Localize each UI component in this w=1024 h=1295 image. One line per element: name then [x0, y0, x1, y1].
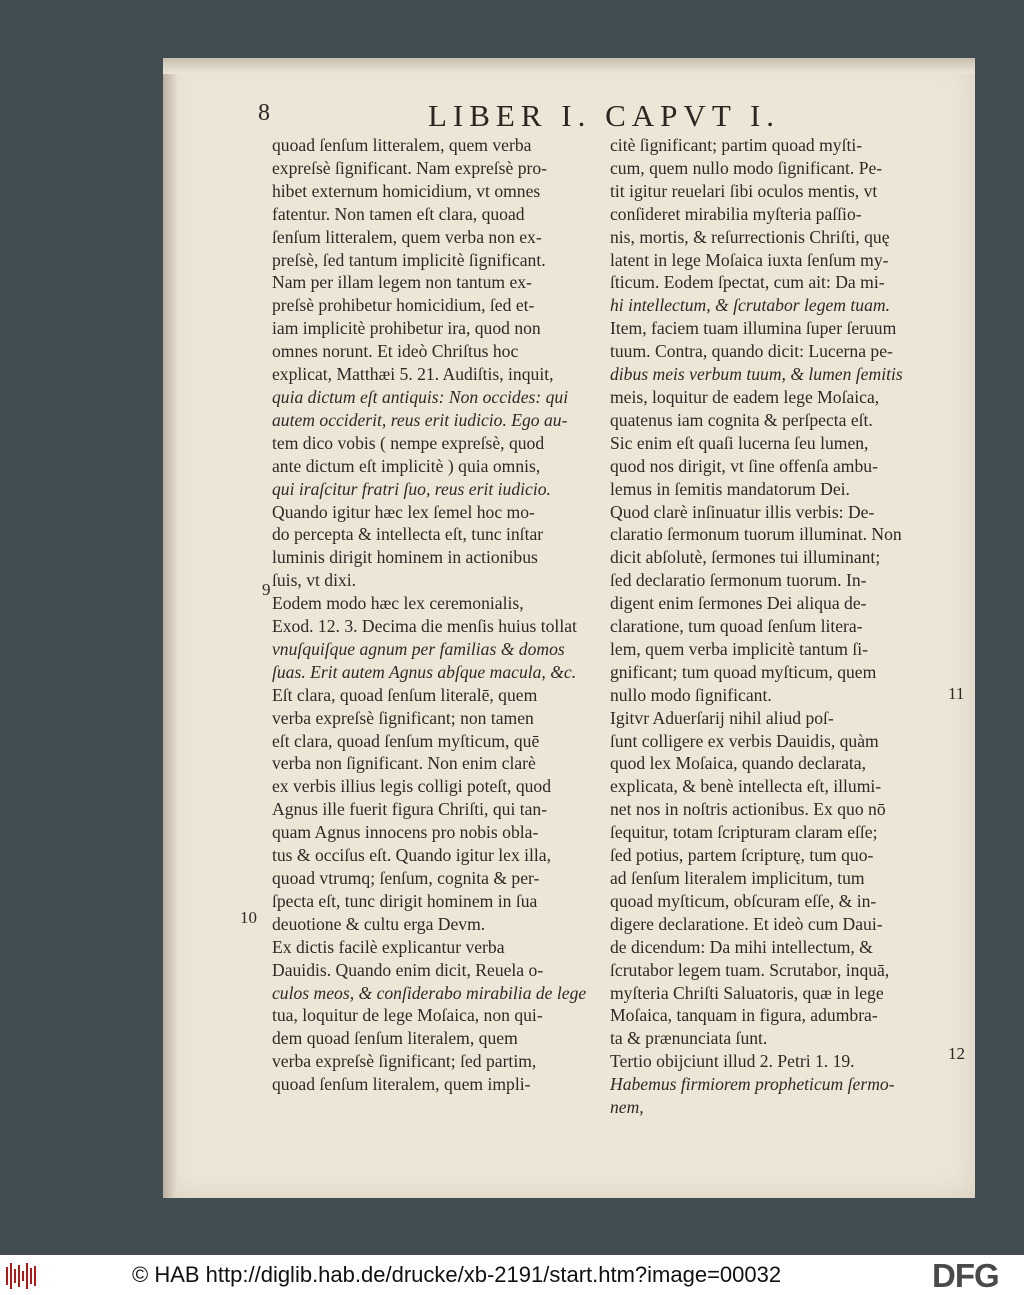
right-column-line: digent enim ſermones Dei aliqua de-	[610, 593, 867, 614]
right-column-line: Sic enim eſt quaſi lucerna ſeu lumen,	[610, 432, 869, 453]
right-column-line: Quod clarè inſinuatur illis verbis: De-	[610, 501, 875, 522]
right-column-line: myſteria Chriſti Saluatoris, quæ in lege	[610, 982, 884, 1003]
left-column-line: Ex dictis facilè explicantur verba	[272, 936, 505, 957]
left-column-line: iam implicitè prohibetur ira, quod non	[272, 318, 541, 339]
left-column-line: Exod. 12. 3. Decima die menſis huius tollat	[272, 616, 577, 637]
right-column-line: ſunt colligere ex verbis Dauidis, quàm	[610, 730, 879, 751]
right-column-line: meis, loquitur de eadem lege Moſaica,	[610, 386, 880, 407]
left-column-line: ſenſum litteralem, quem verba non ex-	[272, 226, 542, 247]
left-column-line: hibet externum homicidium, vt omnes	[272, 180, 541, 201]
left-column-line: fatentur. Non tamen eſt clara, quoad	[272, 203, 525, 224]
left-column-line: preſsè prohibetur homicidium, ſed et-	[272, 295, 535, 316]
margin-number-11: 11	[948, 684, 965, 703]
left-column-line: do percepta & intellecta eſt, tunc inſtar	[272, 524, 544, 545]
left-column-line: quia dictum eſt antiquis: Non occides: qui	[272, 386, 569, 407]
hab-barcode-logo-icon	[6, 1263, 36, 1289]
margin-number-12: 12	[948, 1044, 965, 1063]
left-column-line: ante dictum eſt implicitè ) quia omnis,	[272, 455, 541, 476]
right-column-line: explicata, & benè intellecta eſt, illumi-	[610, 776, 882, 797]
right-column-line: dibus meis verbum tuum, & lumen ſemitis	[610, 364, 903, 385]
right-column-line: citè ſignificant; partim quoad myſti-	[610, 135, 863, 155]
right-column-line: claratione, tum quoad ſenſum litera-	[610, 616, 863, 637]
copyright-credit-link[interactable]: © HAB http://diglib.hab.de/drucke/xb-2191/start.htm?image=00032	[132, 1262, 782, 1287]
right-column-line: conſideret mirabilia myſteria paſſio-	[610, 203, 862, 224]
right-column-line: Item, faciem tuam illumina ſuper ſeruum	[610, 318, 897, 339]
left-column-line: quoad ſenſum litteralem, quem verba	[272, 135, 532, 155]
right-column-line: digere declaratione. Et ideò cum Daui-	[610, 913, 883, 934]
right-text-column	[610, 134, 940, 1119]
right-column-line: ad ſenſum literalem implicitum, tum	[610, 868, 865, 888]
right-column-line: nullo modo ſignificant.	[610, 684, 772, 705]
right-column-line: tit igitur reuelari ſibi oculos mentis, vt	[610, 180, 878, 201]
left-column-line: tus & occiſus eſt. Quando igitur lex illa,	[272, 845, 552, 866]
left-column-line: Agnus ille fuerit figura Chriſti, qui tan-	[272, 799, 548, 820]
margin-number-9: 9	[262, 580, 271, 599]
left-column-line: culos meos, & conſiderabo mirabilia de lege	[272, 982, 587, 1003]
running-head	[258, 98, 958, 134]
left-column-line: tua, loquitur de lege Moſaica, non qui-	[272, 1005, 543, 1026]
right-column-line: cum, quem nullo modo ſignificant. Pe-	[610, 157, 883, 178]
right-column-line: ta & prænunciata ſunt.	[610, 1028, 768, 1049]
page-number: 8	[258, 100, 270, 126]
page-gutter-edge	[163, 58, 177, 1198]
right-column-line: net nos in noſtris actionibus. Ex quo nō	[610, 799, 886, 820]
left-column-line: qui iraſcitur fratri ſuo, reus erit iudicio.	[272, 478, 551, 499]
left-column-line: preſsè, ſed tantum implicitè ſignificant.	[272, 249, 546, 270]
right-column-line: lemus in ſemitis mandatorum Dei.	[610, 478, 850, 499]
right-column-line: hi intellectum, & ſcrutabor legem tuam.	[610, 295, 890, 316]
right-column-line: Moſaica, tanquam in figura, adumbra-	[610, 1005, 878, 1026]
left-column-line: Eodem modo hæc lex ceremonialis,	[272, 593, 524, 614]
dfg-logo: DFG	[932, 1257, 999, 1294]
left-column-line: verba non ſignificant. Non enim clarè	[272, 753, 536, 774]
right-column-line: tuum. Contra, quando dicit: Lucerna pe-	[610, 341, 893, 362]
left-column-line: quam Agnus innocens pro nobis obla-	[272, 822, 539, 843]
left-column-line: vnuſquiſque agnum per familias & domos	[272, 638, 565, 659]
right-column-line: quoad myſticum, obſcuram eſſe, & in-	[610, 890, 877, 911]
left-column-line: ſpecta eſt, tunc dirigit hominem in ſua	[272, 890, 538, 911]
right-column-line: latent in lege Moſaica iuxta ſenſum my-	[610, 249, 889, 270]
right-column-line: dicit abſolutè, ſermones tui illuminant;	[610, 547, 881, 568]
right-column-line: quod nos dirigit, vt ſine offenſa ambu-	[610, 455, 878, 476]
left-column-line: verba expreſsè ſignificant; ſed partim,	[272, 1051, 537, 1072]
right-column-line: ſcrutabor legem tuam. Scrutabor, inquā,	[610, 959, 890, 980]
left-column-line: quoad vtrumq; ſenſum, cognita & per-	[272, 868, 540, 888]
right-column-line: claratio ſermonum tuorum illuminat. Non	[610, 524, 902, 545]
left-column-line: dem quoad ſenſum literalem, quem	[272, 1028, 518, 1049]
right-column-line: ſed potius, partem ſcripturę, tum quo-	[610, 845, 874, 866]
left-column-line: eſt clara, quoad ſenſum myſticum, quē	[272, 730, 540, 751]
left-column-line: Nam per illam legem non tantum ex-	[272, 272, 532, 293]
left-column-line: ex verbis illius legis colligi poteſt, quod	[272, 776, 552, 797]
page-top-edge	[163, 58, 975, 74]
left-column-line: explicat, Matthæi 5. 21. Audiſtis, inquit,	[272, 364, 554, 385]
left-column-line: Eſt clara, quoad ſenſum literalē, quem	[272, 684, 538, 705]
right-column-line: nis, mortis, & reſurrectionis Chriſti, quę	[610, 226, 890, 247]
right-column-line: ſed declaratio ſermonum tuorum. In-	[610, 570, 867, 591]
right-column-line: nem,	[610, 1097, 644, 1118]
right-column-line: ſequitur, totam ſcripturam claram eſſe;	[610, 822, 878, 843]
left-column-line: verba expreſsè ſignificant; non tamen	[272, 707, 534, 728]
footer-bar	[0, 1255, 1024, 1295]
left-column-line: Quando igitur hæc lex ſemel hoc mo-	[272, 501, 535, 522]
right-column-line: Tertio obijciunt illud 2. Petri 1. 19.	[610, 1051, 855, 1072]
margin-number-10: 10	[240, 908, 257, 927]
right-column-line: de dicendum: Da mihi intellectum, &	[610, 936, 873, 957]
left-column-line: Dauidis. Quando enim dicit, Reuela o-	[272, 959, 544, 980]
right-column-line: Igitvr Aduerſarij nihil aliud poſ-	[610, 707, 834, 728]
left-column-line: ſuas. Erit autem Agnus abſque macula, &c.	[272, 661, 577, 682]
right-column-line: ſticum. Eodem ſpectat, cum ait: Da mi-	[610, 272, 885, 293]
running-head-title: LIBER I. CAPVT I.	[428, 98, 781, 133]
left-column-line: luminis dirigit hominem in actionibus	[272, 547, 538, 568]
left-column-line: omnes norunt. Et ideò Chriſtus hoc	[272, 341, 519, 362]
left-column-line: deuotione & cultu erga Devm.	[272, 913, 486, 934]
left-column-line: ſuis, vt dixi.	[272, 570, 357, 591]
left-column-line: expreſsè ſignificant. Nam expreſsè pro-	[272, 157, 548, 178]
left-column-line: tem dico vobis ( nempe expreſsè, quod	[272, 432, 545, 453]
right-column-line: quod lex Moſaica, quando declarata,	[610, 753, 866, 774]
left-column-line: autem occiderit, reus erit iudicio. Ego au-	[272, 409, 568, 430]
right-column-line: lem, quem verba implicitè tantum ſi-	[610, 638, 868, 659]
right-column-line: gnificant; tum quoad myſticum, quem	[610, 661, 877, 682]
left-column-line: quoad ſenſum literalem, quem impli-	[272, 1074, 531, 1095]
right-column-line: Habemus firmiorem propheticum ſermo-	[610, 1074, 895, 1095]
left-text-column	[272, 134, 602, 1096]
right-column-line: quatenus iam cognita & perſpecta eſt.	[610, 409, 873, 430]
